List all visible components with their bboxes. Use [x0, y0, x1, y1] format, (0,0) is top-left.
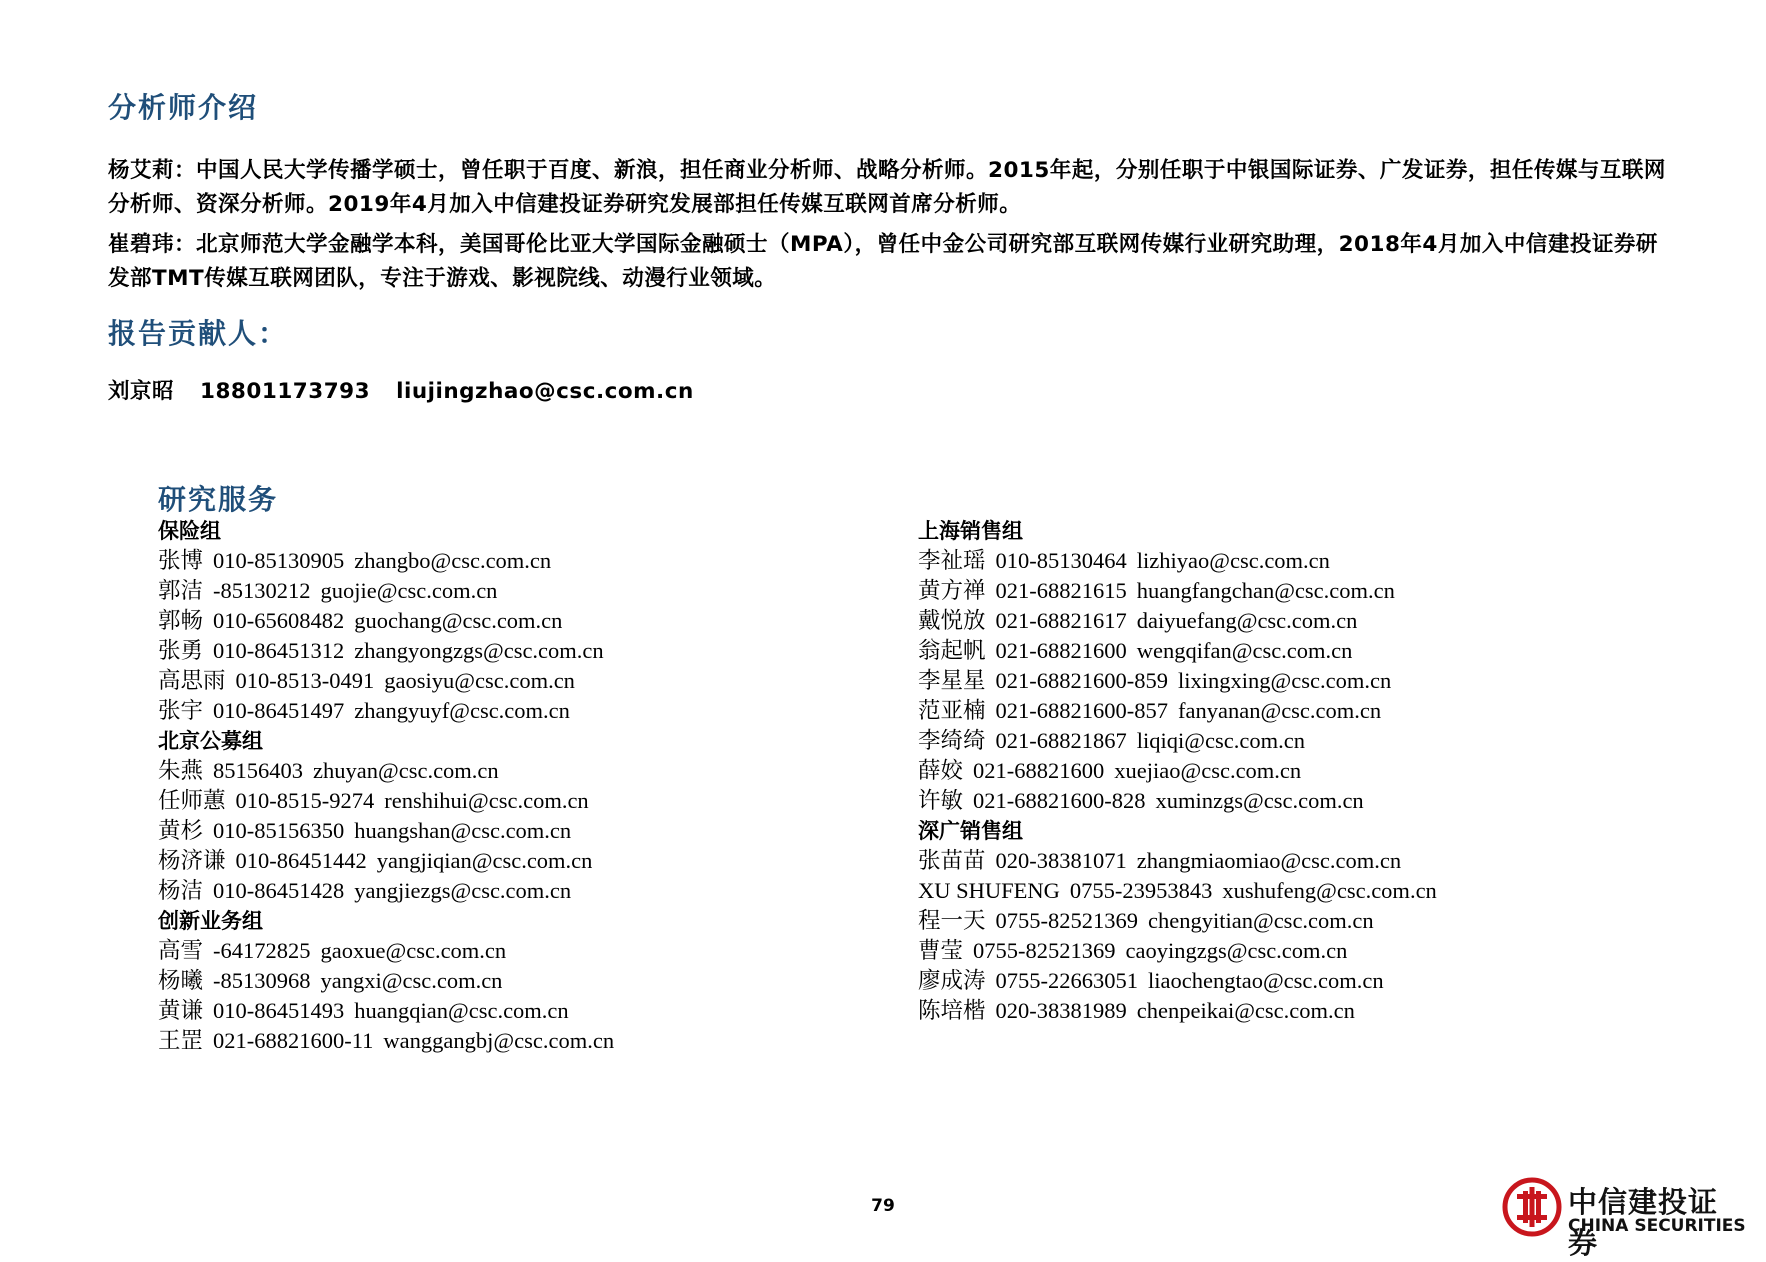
- page-number: 79: [871, 1196, 895, 1216]
- contact-email[interactable]: huangshan@csc.com.cn: [354, 818, 572, 843]
- contact-name: 黄杉: [158, 818, 204, 843]
- contact-entry: [158, 936, 624, 966]
- contact-entry: [158, 816, 624, 846]
- contact-entry: [158, 996, 624, 1026]
- contact-phone: 010-86451428: [213, 878, 345, 903]
- contact-phone: -85130212: [213, 578, 311, 603]
- logo-english-name: CHINA SECURITIES: [1568, 1216, 1746, 1236]
- analyst-bio-1: 杨艾莉：中国人民大学传播学硕士，曾任职于百度、新浪，担任商业分析师、战略分析师。2015年起，分别任职于中银国际证券、广发证券，担任传媒与互联网分析师、资深分析师。2019年4月加入中信建投证券研究发展部担任传媒互联网首席分析师。: [108, 158, 1666, 217]
- contact-email[interactable]: xushufeng@csc.com.cn: [1222, 878, 1437, 903]
- contact-entry: [918, 756, 1447, 786]
- contact-email[interactable]: zhangyongzgs@csc.com.cn: [354, 638, 604, 663]
- contact-email[interactable]: liaochengtao@csc.com.cn: [1148, 968, 1384, 993]
- contact-email[interactable]: xuejiao@csc.com.cn: [1114, 758, 1302, 783]
- contact-email[interactable]: wanggangbj@csc.com.cn: [383, 1028, 615, 1053]
- analyst-intro-heading: 分析师介绍: [108, 91, 259, 124]
- contact-name: 高思雨: [158, 668, 226, 693]
- contact-name: 戴悦放: [918, 608, 986, 633]
- contact-email[interactable]: daiyuefang@csc.com.cn: [1136, 608, 1358, 633]
- contact-phone: 0755-22663051: [995, 968, 1139, 993]
- contact-name: 杨洁: [158, 878, 204, 903]
- contact-entry: [158, 876, 624, 906]
- contact-name: 郭畅: [158, 608, 204, 633]
- contact-email[interactable]: chenpeikai@csc.com.cn: [1136, 998, 1355, 1023]
- contact-entry: [158, 966, 624, 996]
- logo-chinese-name: 中信建投证券: [1568, 1185, 1719, 1260]
- contact-phone: 010-86451497: [213, 698, 345, 723]
- contact-entry: [918, 846, 1447, 876]
- research-right-column: [918, 516, 1447, 1026]
- contact-entry: [918, 726, 1447, 756]
- contact-entry: [918, 546, 1447, 576]
- contact-phone: 021-68821600-857: [995, 698, 1169, 723]
- contact-email[interactable]: zhangbo@csc.com.cn: [354, 548, 552, 573]
- contact-phone: 010-86451493: [213, 998, 345, 1023]
- contact-entry: [158, 666, 624, 696]
- contact-name: XU SHUFENG: [918, 878, 1060, 903]
- contact-name: 黄谦: [158, 998, 204, 1023]
- contact-email[interactable]: liqiqi@csc.com.cn: [1136, 728, 1305, 753]
- group-title: 创新业务组: [158, 909, 263, 933]
- contact-entry: [918, 936, 1447, 966]
- contact-name: 陈培楷: [918, 998, 986, 1023]
- contact-email[interactable]: fanyanan@csc.com.cn: [1178, 698, 1382, 723]
- contact-entry: [158, 786, 624, 816]
- research-left-column: [158, 516, 624, 1056]
- contact-entry: [918, 876, 1447, 906]
- contact-phone: 021-68821600: [973, 758, 1105, 783]
- contact-name: 高雪: [158, 938, 204, 963]
- contact-name: 黄方禅: [918, 578, 986, 603]
- contact-email[interactable]: yangxi@csc.com.cn: [320, 968, 503, 993]
- contact-name: 杨济谦: [158, 848, 226, 873]
- analyst-bio-2: 崔碧玮：北京师范大学金融学本科，美国哥伦比亚大学国际金融硕士（MPA），曾任中金公司研究部互联网传媒行业研究助理，2018年4月加入中信建投证券研发部TMT传媒互联网团队，专注于游戏、影视院线、动漫行业领域。: [108, 232, 1658, 291]
- contact-entry: [158, 756, 624, 786]
- contact-name: 张宇: [158, 698, 204, 723]
- contact-email[interactable]: huangqian@csc.com.cn: [354, 998, 569, 1023]
- contact-entry: [158, 1026, 624, 1056]
- contact-phone: 021-68821617: [995, 608, 1127, 633]
- contact-email[interactable]: lixingxing@csc.com.cn: [1178, 668, 1392, 693]
- contact-phone: 010-86451312: [213, 638, 345, 663]
- contact-entry: [918, 906, 1447, 936]
- contributor-line: [108, 374, 712, 405]
- contact-name: 曹莹: [918, 938, 964, 963]
- contact-name: 张苗苗: [918, 848, 986, 873]
- contact-entry: [158, 636, 624, 666]
- contact-email[interactable]: guochang@csc.com.cn: [354, 608, 563, 633]
- contact-email[interactable]: guojie@csc.com.cn: [320, 578, 498, 603]
- contributor-name: 刘京昭: [108, 379, 175, 404]
- contact-entry: [158, 696, 624, 726]
- contact-phone: 020-38381071: [995, 848, 1127, 873]
- contact-phone: 021-68821615: [995, 578, 1127, 603]
- contact-entry: [158, 576, 624, 606]
- contact-email[interactable]: yangjiezgs@csc.com.cn: [354, 878, 572, 903]
- contact-phone: 021-68821600: [995, 638, 1127, 663]
- group-title: 上海销售组: [918, 519, 1023, 543]
- contact-phone: 021-68821600-859: [995, 668, 1169, 693]
- contact-phone: 021-68821600-828: [973, 788, 1146, 813]
- contact-name: 张勇: [158, 638, 204, 663]
- contact-phone: 85156403: [213, 758, 304, 783]
- contact-name: 范亚楠: [918, 698, 986, 723]
- contact-email[interactable]: chengyitian@csc.com.cn: [1148, 908, 1374, 933]
- contact-entry: [158, 846, 624, 876]
- contact-phone: 010-85130905: [213, 548, 345, 573]
- contact-name: 廖成涛: [918, 968, 986, 993]
- contact-email[interactable]: zhuyan@csc.com.cn: [313, 758, 499, 783]
- contributor-phone: 18801173793: [200, 379, 371, 404]
- csc-emblem-icon: [1502, 1177, 1562, 1237]
- contact-entry: [158, 606, 624, 636]
- contact-entry: [918, 636, 1447, 666]
- contact-email[interactable]: caoyingzgs@csc.com.cn: [1125, 938, 1348, 963]
- contact-phone: 0755-23953843: [1069, 878, 1213, 903]
- contact-phone: -85130968: [213, 968, 311, 993]
- contributor-email[interactable]: liujingzhao@csc.com.cn: [396, 379, 694, 404]
- contact-phone: 021-68821867: [995, 728, 1127, 753]
- contact-email[interactable]: zhangyuyf@csc.com.cn: [354, 698, 570, 723]
- contact-phone: 010-85156350: [213, 818, 345, 843]
- contact-email[interactable]: renshihui@csc.com.cn: [384, 788, 589, 813]
- contact-email[interactable]: gaosiyu@csc.com.cn: [384, 668, 575, 693]
- contact-entry: [918, 996, 1447, 1026]
- contact-entry: [918, 606, 1447, 636]
- contributor-heading: 报告贡献人：: [108, 317, 289, 350]
- contact-phone: 021-68821600-11: [213, 1028, 374, 1053]
- contact-phone: 0755-82521369: [995, 908, 1139, 933]
- contact-phone: 020-38381989: [995, 998, 1127, 1023]
- contact-email[interactable]: gaoxue@csc.com.cn: [320, 938, 507, 963]
- contact-name: 郭洁: [158, 578, 204, 603]
- contact-phone: 010-8513-0491: [235, 668, 375, 693]
- contact-name: 翁起帆: [918, 638, 986, 663]
- contact-phone: 010-86451442: [235, 848, 367, 873]
- contact-phone: 010-85130464: [995, 548, 1127, 573]
- contact-name: 程一天: [918, 908, 986, 933]
- contact-entry: [918, 696, 1447, 726]
- contact-name: 王罡: [158, 1028, 204, 1053]
- group-title: 北京公募组: [158, 729, 263, 753]
- contact-email[interactable]: zhangmiaomiao@csc.com.cn: [1136, 848, 1402, 873]
- contact-phone: 010-8515-9274: [235, 788, 375, 813]
- china-securities-logo: [1502, 1176, 1747, 1260]
- contact-name: 薛姣: [918, 758, 964, 783]
- contact-name: 朱燕: [158, 758, 204, 783]
- research-services-heading: 研究服务: [158, 483, 279, 516]
- contact-name: 李绮绮: [918, 728, 986, 753]
- contact-name: 李祉瑶: [918, 548, 986, 573]
- contact-name: 任师蕙: [158, 788, 226, 813]
- contact-email[interactable]: wengqifan@csc.com.cn: [1136, 638, 1353, 663]
- contact-entry: [158, 546, 624, 576]
- contact-email[interactable]: lizhiyao@csc.com.cn: [1136, 548, 1330, 573]
- group-title: 深广销售组: [918, 819, 1023, 843]
- group-title: 保险组: [158, 519, 221, 543]
- contact-name: 杨曦: [158, 968, 204, 993]
- contact-email[interactable]: yangjiqian@csc.com.cn: [376, 848, 593, 873]
- contact-entry: [918, 786, 1447, 816]
- contact-name: 张博: [158, 548, 204, 573]
- contact-name: 李星星: [918, 668, 986, 693]
- contact-phone: 0755-82521369: [973, 938, 1116, 963]
- contact-entry: [918, 576, 1447, 606]
- contact-entry: [918, 666, 1447, 696]
- contact-phone: -64172825: [213, 938, 311, 963]
- contact-phone: 010-65608482: [213, 608, 345, 633]
- contact-entry: [918, 966, 1447, 996]
- contact-name: 许敏: [918, 788, 964, 813]
- contact-email[interactable]: xuminzgs@csc.com.cn: [1155, 788, 1364, 813]
- contact-email[interactable]: huangfangchan@csc.com.cn: [1136, 578, 1395, 603]
